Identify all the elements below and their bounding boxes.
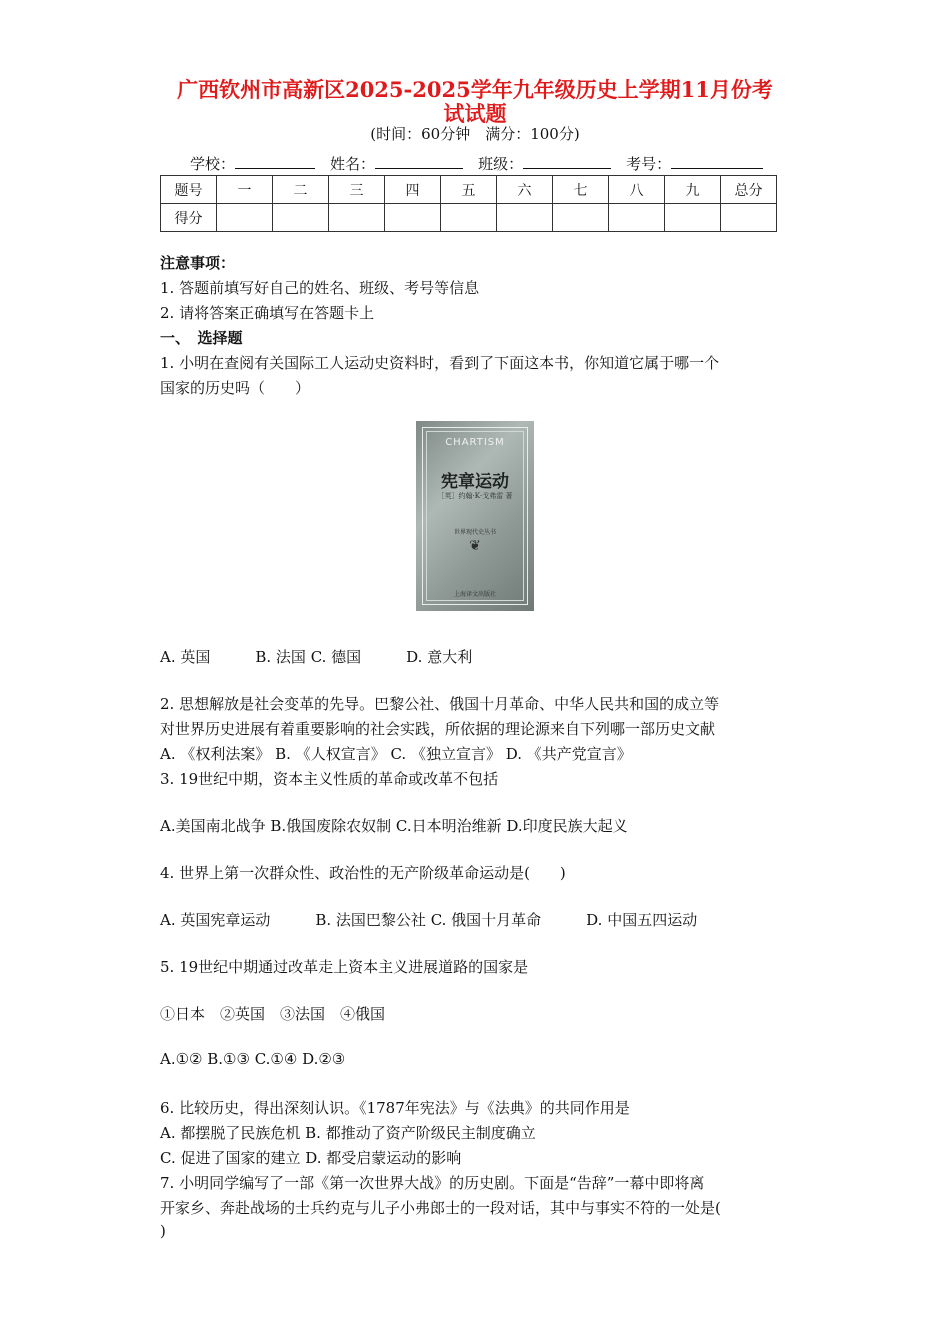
ornament-icon: ❦ bbox=[469, 538, 481, 554]
notes-heading: 注意事项： bbox=[160, 254, 236, 272]
question-5-options: A.①② B.①③ C.①④ D.②③ bbox=[160, 1050, 346, 1068]
score-table-header-row bbox=[161, 176, 777, 204]
table-header-cell: 一 bbox=[217, 176, 273, 204]
name-label: 姓名： bbox=[330, 155, 376, 173]
table-header-cell: 八 bbox=[609, 176, 665, 204]
question-7-stem-cont: 开家乡、奔赴战场的士兵约克与儿子小弗郎士的一段对话，其中与事实不符的一处是( bbox=[160, 1199, 721, 1217]
question-6-options-ab: A. 都摆脱了民族危机 B. 都推动了资产阶级民主制度确立 bbox=[160, 1124, 536, 1142]
chartism-book-cover-image bbox=[416, 421, 534, 611]
exam-number-label: 考号： bbox=[626, 155, 672, 173]
question-7-stem-end: ) bbox=[160, 1222, 166, 1240]
score-cell[interactable] bbox=[721, 204, 777, 232]
cover-chinese-title: 宪章运动 bbox=[441, 472, 509, 492]
score-cell[interactable] bbox=[385, 204, 441, 232]
table-header-cell: 二 bbox=[273, 176, 329, 204]
notes-item: 1. 答题前填写好自己的姓名、班级、考号等信息 bbox=[160, 279, 480, 297]
score-cell[interactable] bbox=[609, 204, 665, 232]
score-table-score-row bbox=[161, 204, 777, 232]
class-field[interactable] bbox=[523, 154, 611, 169]
cover-author: ［英］约翰·K·戈弗雷 著 bbox=[437, 492, 513, 500]
student-info-line bbox=[190, 153, 763, 174]
question-1-stem: 1. 小明在查阅有关国际工人运动史资料时，看到了下面这本书，你知道它属于哪一个 bbox=[160, 354, 720, 372]
table-header-cell: 六 bbox=[497, 176, 553, 204]
score-cell[interactable] bbox=[329, 204, 385, 232]
score-cell[interactable] bbox=[553, 204, 609, 232]
notes-item: 2. 请将答案正确填写在答题卡上 bbox=[160, 304, 375, 322]
exam-number-field[interactable] bbox=[671, 154, 763, 169]
question-1-stem-cont: 国家的历史吗（ ） bbox=[160, 379, 311, 397]
exam-title-line1: 广西钦州市高新区2025-2025学年九年级历史上学期11月份考 bbox=[177, 77, 773, 102]
exam-time-and-score: (时间：60分钟 满分：100分) bbox=[370, 125, 580, 143]
table-header-cell: 九 bbox=[665, 176, 721, 204]
question-6-options-cd: C. 促进了国家的建立 D. 都受启蒙运动的影响 bbox=[160, 1149, 462, 1167]
question-5-items: ①日本 ②英国 ③法国 ④俄国 bbox=[160, 1005, 386, 1023]
score-row-label: 得分 bbox=[161, 204, 217, 232]
question-2-stem: 2. 思想解放是社会变革的先导。巴黎公社、俄国十月革命、中华人民共和国的成立等 bbox=[160, 695, 720, 713]
score-cell[interactable] bbox=[217, 204, 273, 232]
score-cell[interactable] bbox=[273, 204, 329, 232]
question-6-stem: 6. 比较历史，得出深刻认识。《1787年宪法》与《法典》的共同作用是 bbox=[160, 1099, 630, 1117]
class-label: 班级： bbox=[478, 155, 524, 173]
question-4-stem: 4. 世界上第一次群众性、政治性的无产阶级革命运动是( ) bbox=[160, 864, 566, 882]
table-header-cell: 题号 bbox=[161, 176, 217, 204]
question-5-stem: 5. 19世纪中期通过改革走上资本主义进展道路的国家是 bbox=[160, 958, 529, 976]
table-header-cell: 五 bbox=[441, 176, 497, 204]
table-header-cell: 七 bbox=[553, 176, 609, 204]
section-heading-choice: 一、 选择题 bbox=[160, 329, 243, 347]
question-2-options: A. 《权利法案》 B. 《人权宣言》 C. 《独立宣言》 D. 《共产党宣言》 bbox=[160, 745, 632, 763]
table-header-cell: 总分 bbox=[721, 176, 777, 204]
question-2-stem-cont: 对世界历史进展有着重要影响的社会实践，所依据的理论源来自下列哪一部历史文献 bbox=[160, 720, 716, 738]
exam-title-line2: 试试题 bbox=[443, 101, 507, 126]
name-field[interactable] bbox=[375, 154, 463, 169]
score-table bbox=[160, 175, 777, 232]
school-label: 学校： bbox=[190, 155, 236, 173]
cover-publisher: 上海译文出版社 bbox=[453, 591, 496, 598]
question-1-options: A. 英国 B. 法国 C. 德国 D. 意大利 bbox=[160, 648, 473, 666]
table-header-cell: 四 bbox=[385, 176, 441, 204]
question-7-stem: 7. 小明同学编写了一部《第一次世界大战》的历史剧。下面是“告辞”一幕中即将离 bbox=[160, 1174, 705, 1192]
score-cell[interactable] bbox=[497, 204, 553, 232]
question-3-stem: 3. 19世纪中期，资本主义性质的革命或改革不包括 bbox=[160, 770, 499, 788]
question-4-options: A. 英国宪章运动 B. 法国巴黎公社 C. 俄国十月革命 D. 中国五四运动 bbox=[160, 911, 698, 929]
cover-inner-border bbox=[426, 431, 524, 601]
score-cell[interactable] bbox=[441, 204, 497, 232]
cover-english-title: CHARTISM bbox=[445, 437, 505, 448]
table-header-cell: 三 bbox=[329, 176, 385, 204]
cover-series: 世界现代史丛书 bbox=[453, 529, 496, 536]
question-3-options: A.美国南北战争 B.俄国废除农奴制 C.日本明治维新 D.印度民族大起义 bbox=[160, 817, 628, 835]
score-cell[interactable] bbox=[665, 204, 721, 232]
school-field[interactable] bbox=[235, 154, 315, 169]
